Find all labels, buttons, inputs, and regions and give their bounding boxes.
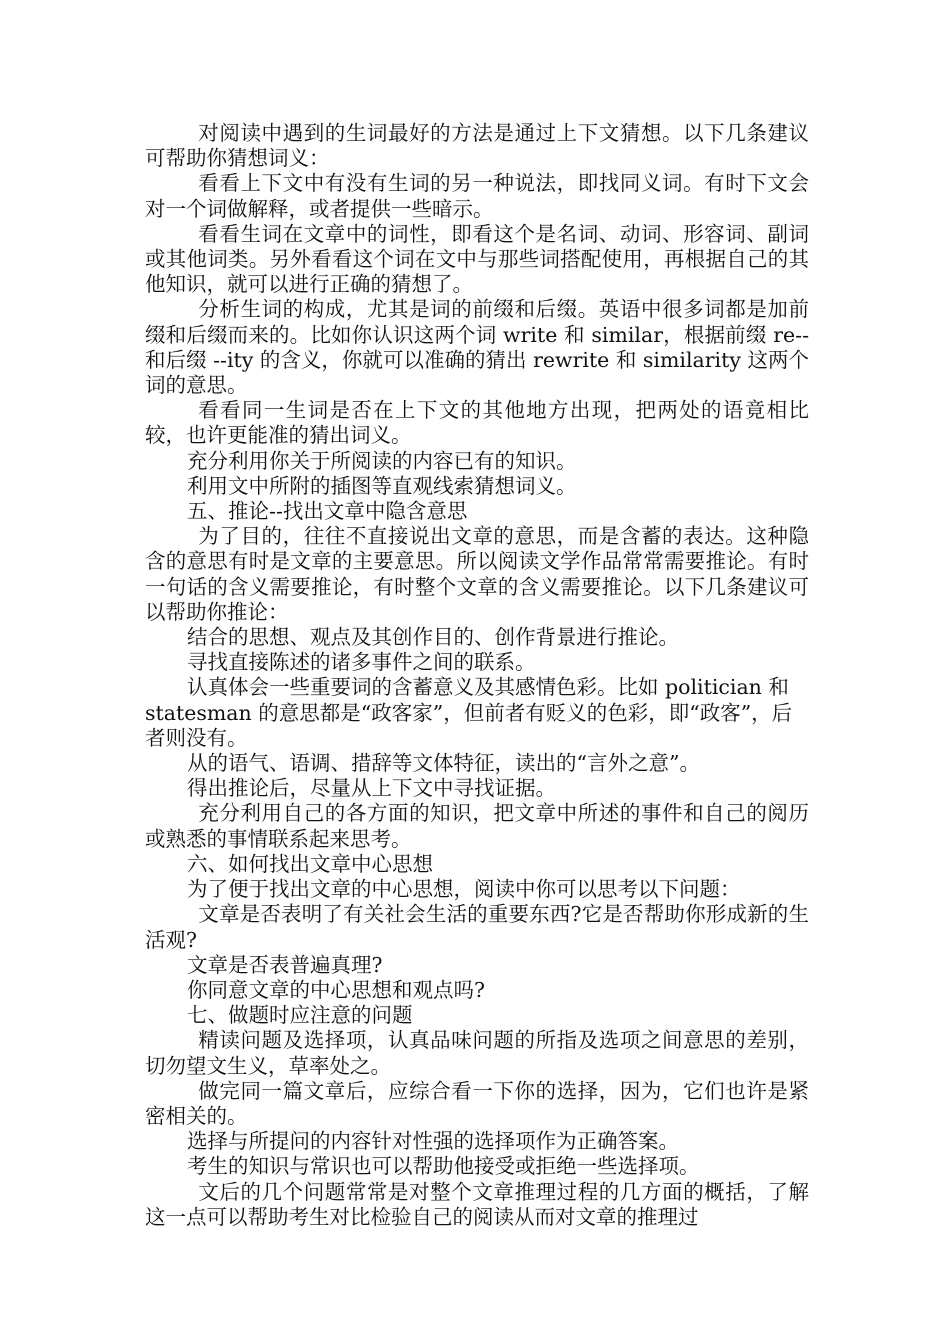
section-heading-main-idea: 六、如何找出文章中心思想 xyxy=(187,851,434,876)
paragraph-targeted-answer-tip: 选择与所提问的内容针对性强的选择项作为正确答案。 xyxy=(187,1129,680,1154)
paragraph-part-of-speech-tip: 看看生词在文章中的词性，即看这个是名词、动词、形容词、副词或其他词类。另外看看这个词在文中与那些词搭配使用，再根据自己的其他知识，就可以进行正确的猜想了。 xyxy=(145,221,809,297)
paragraph-question-universal-truth: 文章是否表普遍真理? xyxy=(187,952,383,977)
paragraph-inference-intro: 为了目的，往往不直接说出文章的意思，而是含蓄的表达。这种隐含的意思有时是文章的主要意思。所以阅读文学作品常常需要推论。有时一句话的含义需要推论，有时整个文章的含义需要推论。以下几条建议可以帮助你推论： xyxy=(145,524,809,624)
paragraph-affix-tip: 分析生词的构成，尤其是词的前缀和后缀。英语中很多词都是加前缀和后缀而来的。比如你认识这两个词 write 和 similar，根据前缀 re-- 和后缀 --ity 的含义，你就可以准确的猜出 rewrite 和 similarity 这两个词的意思。 xyxy=(145,297,809,398)
paragraph-main-idea-intro: 为了便于找出文章的中心思想，阅读中你可以思考以下问题： xyxy=(187,877,741,902)
paragraph-question-agree: 你同意文章的中心思想和观点吗? xyxy=(187,977,486,1002)
section-heading-answering: 七、做题时应注意的问题 xyxy=(187,1003,413,1028)
paragraph-prior-knowledge-tip: 充分利用你关于所阅读的内容已有的知识。 xyxy=(187,448,577,473)
paragraph-experience-tip: 充分利用自己的各方面的知识，把文章中所述的事件和自己的阅历或熟悉的事情联系起来思考。 xyxy=(145,801,809,851)
paragraph-review-choices-tip: 做完同一篇文章后，应综合看一下你的选择，因为，它们也许是紧密相关的。 xyxy=(145,1078,809,1128)
paragraph-read-options-tip: 精读问题及选择项，认真品味问题的所指及选项之间意思的差别，切勿望文生义，草率处之。 xyxy=(145,1028,809,1078)
paragraph-illustration-tip: 利用文中所附的插图等直观线索猜想词义。 xyxy=(187,473,577,498)
paragraph-question-social-life: 文章是否表明了有关社会生活的重要东西?它是否帮助你形成新的生活观? xyxy=(145,902,809,952)
paragraph-common-sense-tip: 考生的知识与常识也可以帮助他接受或拒绝一些选择项。 xyxy=(187,1154,700,1179)
paragraph-synonym-tip: 看看上下文中有没有生词的另一种说法，即找同义词。有时下文会对一个词做解释，或者提供一些暗示。 xyxy=(145,171,809,221)
document-body xyxy=(145,121,809,1230)
paragraph-context-compare-tip: 看看同一生词是否在上下文的其他地方出现，把两处的语竟相比较，也许更能准的猜出词义。 xyxy=(145,398,809,448)
paragraph-event-connection-tip: 寻找直接陈述的诸多事件之间的联系。 xyxy=(187,650,536,675)
paragraph-connotation-tip: 认真体会一些重要词的含蓄意义及其感情色彩。比如 politician 和 statesman 的意思都是“政客家”，但前者有贬义的色彩，即“政客”，后者则没有。 xyxy=(145,675,793,750)
paragraph-summary-tip: 文后的几个问题常常是对整个文章推理过程的几方面的概括，了解这一点可以帮助考生对比检验自己的阅读从而对文章的推理过 xyxy=(145,1179,809,1229)
section-heading-inference: 五、推论--找出文章中隐含意思 xyxy=(187,499,468,524)
paragraph-guessing-intro: 对阅读中遇到的生词最好的方法是通过上下文猜想。以下几条建议可帮助你猜想词义： xyxy=(145,121,809,171)
paragraph-tone-tip: 从的语气、语调、措辞等文体特征，读出的“言外之意”。 xyxy=(187,751,700,776)
paragraph-author-background-tip: 结合的思想、观点及其创作目的、创作背景进行推论。 xyxy=(187,625,680,650)
paragraph-evidence-tip: 得出推论后，尽量从上下文中寻找证据。 xyxy=(187,776,557,801)
